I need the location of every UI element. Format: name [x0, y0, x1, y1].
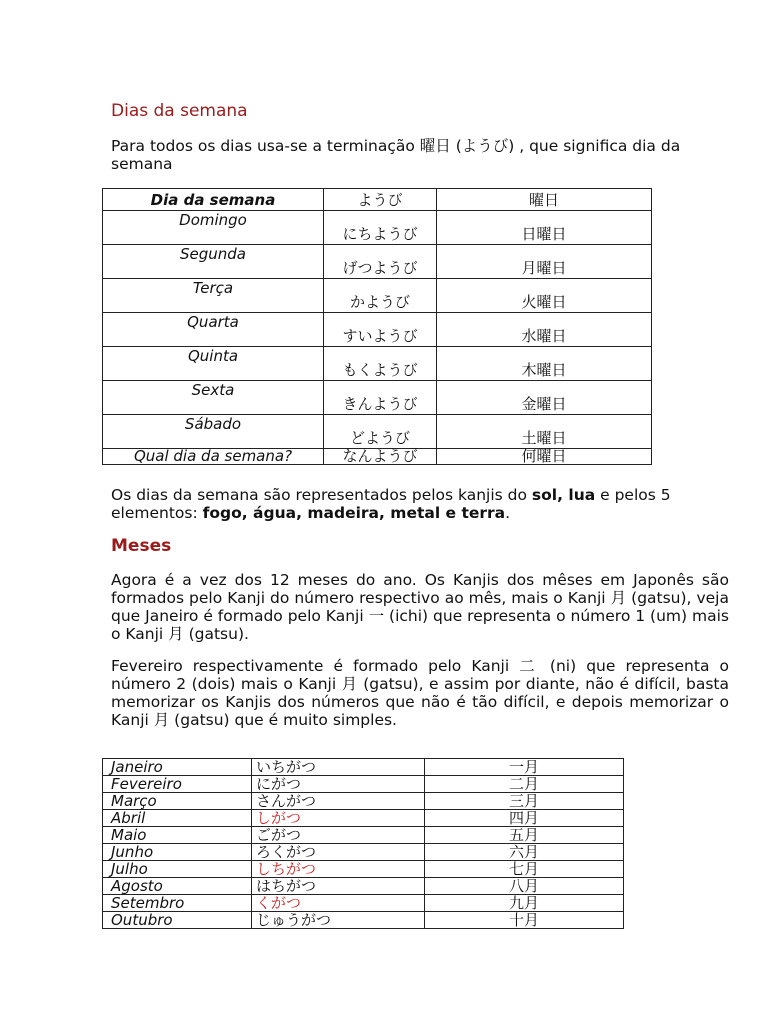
month-kana-highlighted: しがつ — [252, 810, 425, 827]
month-name: Fevereiro — [103, 776, 252, 793]
month-kanji: 九月 — [425, 895, 624, 912]
month-kanji: 一月 — [425, 759, 624, 776]
month-kana-highlighted: しちがつ — [252, 861, 425, 878]
months-paragraph-1: Agora é a vez dos 12 meses do ano. Os Kanjis dos mêses em Japonês são formados pelo Kanji do número respectivo ao mês, mais o Kanji 月 (gatsu), veja que Janeiro é formado pelo Kanji 一 (ichi) que representa o número 1 (um) mais o Kanji 月 (gatsu). — [111, 571, 729, 643]
table-row — [103, 449, 652, 465]
day-kana: なんようび — [324, 449, 437, 465]
table-row — [103, 211, 652, 245]
month-kana: はちがつ — [252, 878, 425, 895]
day-name: Sábado — [103, 415, 324, 449]
table-row — [103, 347, 652, 381]
day-name: Segunda — [103, 245, 324, 279]
month-kana: いちがつ — [252, 759, 425, 776]
table-row — [103, 313, 652, 347]
month-kanji: 八月 — [425, 878, 624, 895]
day-name: Sexta — [103, 381, 324, 415]
months-paragraph-2: Fevereiro respectivamente é formado pelo Kanji 二 (ni) que representa o número 2 (dois) mais o Kanji 月 (gatsu), e assim por diante, não é difícil, basta memorizar os Kanjis dos números que não é tão difícil, e depois memorizar o Kanji 月 (gatsu) que é muito simples. — [111, 657, 729, 729]
month-kanji: 四月 — [425, 810, 624, 827]
table-row — [103, 810, 624, 827]
day-name: Terça — [103, 279, 324, 313]
day-kanji: 水曜日 — [437, 313, 652, 347]
month-kanji: 二月 — [425, 776, 624, 793]
day-kanji: 金曜日 — [437, 381, 652, 415]
weekdays-note — [111, 486, 729, 522]
month-name: Abril — [103, 810, 252, 827]
day-kana: どようび — [324, 415, 437, 449]
month-name: Agosto — [103, 878, 252, 895]
month-name: Junho — [103, 844, 252, 861]
header-cell: 曜日 — [437, 189, 652, 211]
day-kanji: 土曜日 — [437, 415, 652, 449]
day-kanji: 火曜日 — [437, 279, 652, 313]
table-header-row — [103, 189, 652, 211]
note-text: e pelos 5 elementos: — [111, 486, 671, 522]
day-kanji: 何曜日 — [437, 449, 652, 465]
note-bold: fogo, água, madeira, metal e terra — [202, 504, 506, 522]
table-row — [103, 776, 624, 793]
month-name: Outubro — [103, 912, 252, 929]
month-kanji: 三月 — [425, 793, 624, 810]
month-kanji: 十月 — [425, 912, 624, 929]
weekdays-table — [102, 188, 652, 465]
day-kana: にちようび — [324, 211, 437, 245]
table-row — [103, 861, 624, 878]
day-name: Domingo — [103, 211, 324, 245]
table-row — [103, 415, 652, 449]
day-kana: もくようび — [324, 347, 437, 381]
header-cell: ようび — [324, 189, 437, 211]
day-kanji: 日曜日 — [437, 211, 652, 245]
table-row — [103, 759, 624, 776]
month-name: Maio — [103, 827, 252, 844]
header-cell: Dia da semana — [103, 189, 324, 211]
intro-paragraph: Para todos os dias usa-se a terminação 曜日 (ようび) , que significa dia da semana — [111, 137, 681, 173]
note-bold: sol, lua — [531, 486, 596, 504]
section-heading-dias: Dias da semana — [111, 101, 248, 121]
month-kana: じゅうがつ — [252, 912, 425, 929]
month-name: Julho — [103, 861, 252, 878]
month-name: Janeiro — [103, 759, 252, 776]
day-kanji: 木曜日 — [437, 347, 652, 381]
table-row — [103, 381, 652, 415]
month-name: Setembro — [103, 895, 252, 912]
table-row — [103, 895, 624, 912]
month-kana-highlighted: くがつ — [252, 895, 425, 912]
note-text: . — [505, 504, 511, 522]
months-table — [102, 758, 624, 929]
day-kana: きんようび — [324, 381, 437, 415]
note-text: Os dias da semana são representados pelos kanjis do — [111, 486, 532, 504]
table-row — [103, 912, 624, 929]
table-row — [103, 844, 624, 861]
month-kana: にがつ — [252, 776, 425, 793]
month-kana: ろくがつ — [252, 844, 425, 861]
month-kana: さんがつ — [252, 793, 425, 810]
month-kana: ごがつ — [252, 827, 425, 844]
table-row — [103, 827, 624, 844]
table-row — [103, 878, 624, 895]
month-name: Março — [103, 793, 252, 810]
day-kana: すいようび — [324, 313, 437, 347]
day-kana: かようび — [324, 279, 437, 313]
month-kanji: 五月 — [425, 827, 624, 844]
day-name: Quinta — [103, 347, 324, 381]
table-row — [103, 245, 652, 279]
month-kanji: 六月 — [425, 844, 624, 861]
section-heading-meses: Meses — [111, 536, 172, 556]
table-row — [103, 793, 624, 810]
day-kanji: 月曜日 — [437, 245, 652, 279]
day-name: Qual dia da semana? — [103, 449, 324, 465]
month-kanji: 七月 — [425, 861, 624, 878]
table-row — [103, 279, 652, 313]
day-name: Quarta — [103, 313, 324, 347]
day-kana: げつようび — [324, 245, 437, 279]
